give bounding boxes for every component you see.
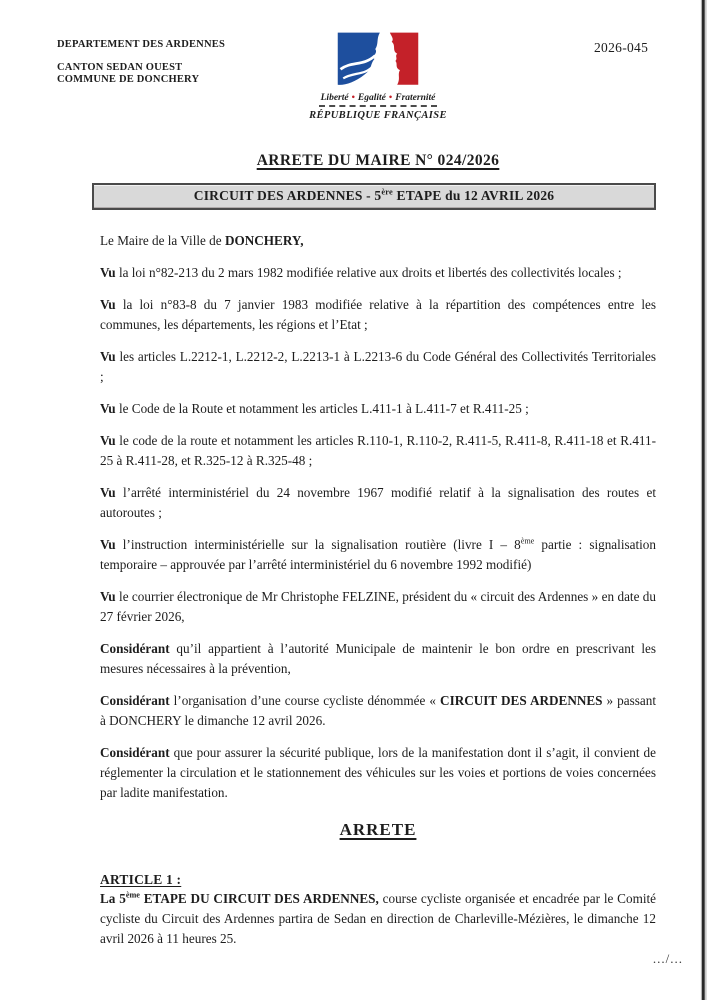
lead-word: Considérant [100, 693, 170, 708]
issuing-authority-block [57, 39, 225, 86]
lead-word: Vu [100, 433, 116, 448]
intro-text: Le Maire de la Ville de [100, 233, 225, 248]
article-text-bold: La 5 [100, 891, 126, 906]
republique-francaise-label: RÉPUBLIQUE FRANÇAISE [309, 110, 447, 121]
article-1-heading: ARTICLE 1 : [100, 872, 182, 887]
lead-word: Vu [100, 537, 116, 552]
lead-word: Vu [100, 297, 116, 312]
department-line: DEPARTEMENT DES ARDENNES [57, 39, 225, 50]
article-1-body [100, 889, 656, 949]
vu-clause-4 [100, 399, 656, 419]
clause-text: le courrier électronique de Mr Christophe FELZINE, président du « circuit des Ardennes » en date du 27 février 2026, [100, 589, 656, 624]
motto-bullet-icon: • [388, 93, 393, 103]
banner-ordinal-sup: ère [381, 187, 393, 197]
clause-text: le Code de la Route et notamment les articles L.411-1 à L.411-7 et R.411-25 ; [115, 401, 529, 416]
clause-text: l’organisation d’une course cycliste dénommée « [169, 693, 441, 708]
commune-line: COMMUNE DE DONCHERY [57, 74, 200, 85]
mayor-intro-line [100, 231, 656, 251]
lead-word: Vu [100, 485, 116, 500]
clause-text: » passant à DONCHERY le dimanche 12 avril 2026. [100, 693, 657, 728]
banner-text-suffix: ETAPE du 12 AVRIL 2026 [392, 188, 555, 203]
lead-word: Considérant [100, 745, 170, 760]
marianne-logo-icon [335, 31, 421, 91]
considerant-clause-3 [100, 743, 656, 803]
lead-word: Vu [100, 401, 116, 416]
preamble [100, 231, 656, 803]
lead-word: Vu [100, 589, 116, 604]
motto-fraternite: Fraternité [395, 93, 436, 103]
vu-clause-5 [100, 431, 656, 471]
lead-word: Vu [100, 265, 116, 280]
motto-divider [319, 105, 437, 107]
vu-clause-1 [100, 263, 656, 283]
decree-heading: ARRETE [339, 820, 417, 839]
clause-text: la loi n°83-8 du 7 janvier 1983 modifiée relative à la répartition des compétences entre les communes, les départements, les régions et l’Etat ; [100, 297, 656, 332]
article-text-bold: ETAPE DU CIRCUIT DES ARDENNES, [139, 891, 379, 906]
considerant-clause-2 [100, 691, 656, 731]
vu-clause-2 [100, 295, 656, 335]
page-continuation-mark: .../... [652, 951, 683, 966]
lead-word: Considérant [100, 641, 170, 656]
republique-francaise-logo [306, 31, 450, 121]
motto-liberte: Liberté [320, 93, 349, 103]
motto-line [306, 93, 450, 103]
vu-clause-7 [100, 535, 656, 575]
race-name-bold: CIRCUIT DES ARDENNES [440, 693, 603, 708]
lead-word: Vu [100, 349, 116, 364]
banner-text-prefix: CIRCUIT DES ARDENNES - 5 [193, 188, 382, 203]
clause-text: que pour assurer la sécurité publique, lors de la manifestation dont il s’agit, il convient de réglementer la circulation et le stationnement des véhicules sur les voies et portions de voies concernées par ladite manifestation. [100, 745, 656, 800]
clause-text: l’instruction interministérielle sur la signalisation routière (livre I – 8 [115, 537, 521, 552]
vu-clause-8 [100, 587, 656, 627]
clause-text: la loi n°82-213 du 2 mars 1982 modifiée relative aux droits et libertés des collectivités locales ; [115, 265, 622, 280]
clause-text: les articles L.2212-1, L.2212-2, L.2213-1 à L.2213-6 du Code Général des Collectivités Territoriales ; [100, 349, 656, 384]
motto-egalite: Egalité [357, 93, 386, 103]
considerant-clause-1 [100, 639, 656, 679]
clause-text: le code de la route et notamment les articles R.110-1, R.110-2, R.411-5, R.411-8, R.411-18 et R.411-25 à R.411-28, et R.325-12 à R.325-48 ; [100, 433, 656, 468]
ordinal-sup: ème [520, 536, 535, 546]
motto-bullet-icon: • [351, 93, 355, 103]
clause-text: qu’il appartient à l’autorité Municipale de maintenir le bon ordre en prescrivant les mesures nécessaires à la prévention, [100, 641, 656, 676]
decree-content [100, 152, 656, 961]
clause-text: l’arrêté interministériel du 24 novembre 1967 modifié relatif à la signalisation des routes et autoroutes ; [100, 485, 656, 520]
article-1-section [100, 872, 656, 949]
article-text: course cycliste organisée et encadrée par le Comité cycliste du Circuit des Ardennes partira de Sedan en direction de Charleville-Mézières, le dimanche 12 avril 2026 à 11 heures 25. [100, 891, 657, 946]
document-title: ARRETE DU MAIRE N° 024/2026 [256, 152, 500, 169]
canton-line: CANTON SEDAN OUEST [57, 62, 183, 73]
scan-edge-artifact [697, 0, 707, 1000]
ordinal-sup: ème [125, 890, 140, 900]
vu-clause-6 [100, 483, 656, 523]
vu-clause-3 [100, 347, 656, 387]
document-number: 2026-045 [594, 40, 649, 55]
subject-banner [92, 183, 656, 210]
clause-text: partie : signalisation temporaire – approuvée par l’arrêté interministériel du 6 novembre 1992 modifié) [100, 537, 656, 572]
commune-name-bold: DONCHERY, [224, 233, 304, 248]
